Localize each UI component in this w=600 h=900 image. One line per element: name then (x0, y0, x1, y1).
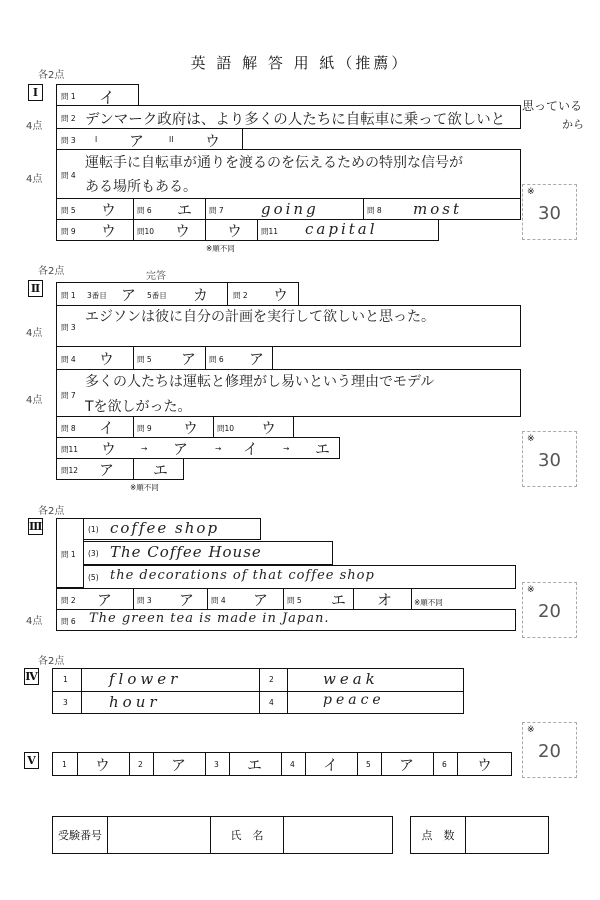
answer-text: ウ (205, 132, 221, 150)
answer-text: Tを欲しがった。 (85, 399, 192, 415)
answer-text: ウ (95, 756, 111, 774)
sub-label: II (169, 135, 174, 144)
item-number: 2 (269, 675, 274, 684)
answer-text: エ (315, 440, 331, 458)
answer-text: The Coffee House (110, 543, 262, 561)
item-number: 4 (290, 760, 295, 769)
exam-number-label: 受験番号 (53, 817, 108, 854)
sub-label: (3) (88, 549, 99, 558)
answer-overflow-text: から (562, 118, 584, 131)
section-number: Ⅴ (24, 752, 39, 769)
answer-text: 運転手に自転車が通りを渡るのを伝えるための特別な信号が (85, 155, 463, 171)
answer-cell-q11 (56, 437, 340, 459)
answer-text: イ (323, 756, 339, 774)
answer-cell-q12 (56, 458, 184, 480)
score-mark: ※ (527, 187, 535, 197)
answer-text: ある場所もある。 (85, 179, 197, 195)
item-number: 6 (442, 760, 447, 769)
score-box (522, 582, 577, 638)
question-label: 問 6 (209, 355, 224, 364)
answer-text: hour (109, 693, 161, 711)
item-number: 3 (214, 760, 219, 769)
answer-text: weak (323, 670, 379, 688)
points-note: 各2点 (38, 266, 65, 277)
arrow-icon: → (141, 444, 148, 453)
answer-text: ウ (101, 201, 117, 219)
question-label: 問10 (137, 227, 155, 236)
section-number: Ⅲ (29, 520, 43, 533)
answer-text: ウ (101, 440, 117, 458)
points-note: 各2点 (38, 656, 65, 667)
question-label: 問 2 (61, 114, 76, 123)
sub-label: (1) (88, 525, 99, 534)
answer-text: ウ (183, 419, 199, 437)
answer-text: ウ (273, 286, 289, 304)
sub-label: 3番目 (87, 291, 107, 300)
answer-cell-q2 (56, 105, 521, 129)
score-value: 20 (538, 741, 561, 762)
arrow-icon: → (283, 444, 290, 453)
answer-text: ア (99, 461, 115, 479)
answer-text: エ (153, 461, 169, 479)
score-box (522, 722, 577, 778)
question-label: 問 5 (137, 355, 152, 364)
answer-text: ア (171, 756, 187, 774)
sub-label: I (95, 135, 98, 144)
question-label: 問 5 (287, 596, 302, 605)
question-label: 問 1 (61, 291, 76, 300)
question-label: 問 4 (211, 596, 226, 605)
answer-text: イ (99, 419, 115, 437)
question-label: 問 7 (209, 206, 224, 215)
answer-text: ア (253, 591, 269, 609)
points-note: 4点 (26, 395, 43, 406)
question-label: 問 1 (61, 92, 76, 101)
sub-label: 5番目 (147, 291, 167, 300)
question-label: 問 6 (137, 206, 152, 215)
score-mark: ※ (527, 434, 535, 444)
answer-text: ア (399, 756, 415, 774)
answer-text: ア (173, 440, 189, 458)
order-note: ※順不同 (206, 244, 235, 253)
question-label-cell (56, 518, 84, 588)
question-label: 問 2 (233, 291, 248, 300)
score-mark: ※ (527, 725, 535, 735)
score-mark: ※ (527, 585, 535, 595)
question-label: 問 3 (61, 136, 76, 145)
question-label: 問 2 (61, 596, 76, 605)
question-label: 問 3 (61, 323, 76, 332)
score-value: 30 (538, 203, 561, 224)
answer-text: flower (109, 670, 182, 688)
question-label: 問 9 (61, 227, 76, 236)
answer-text: エ (177, 201, 193, 219)
question-label: 問10 (217, 424, 235, 433)
answer-text: ウ (99, 350, 115, 368)
answer-cell-q4 (56, 149, 521, 199)
answer-grid-s4 (52, 668, 464, 714)
question-label: 問 3 (137, 596, 152, 605)
answer-cell-q7 (56, 369, 521, 417)
answer-text: ア (129, 132, 145, 150)
page-title: 英 語 解 答 用 紙（推薦） (190, 54, 410, 72)
answer-cell-p3 (83, 541, 333, 565)
section-number: Ⅰ (28, 84, 43, 101)
order-note: ※順不同 (130, 483, 159, 492)
question-label: 問11 (61, 445, 79, 454)
answer-text: ウ (175, 222, 191, 240)
score-value: 20 (538, 601, 561, 622)
answer-row-s5 (52, 752, 512, 776)
name-field[interactable] (284, 817, 393, 854)
question-label: 問 6 (61, 617, 76, 626)
answer-text: most (413, 200, 462, 218)
score-label: 点 数 (411, 817, 466, 854)
answer-overflow-text: 思っている (522, 99, 583, 113)
points-note: 4点 (26, 616, 43, 627)
question-label: 問12 (61, 466, 79, 475)
answer-cell-q6 (56, 609, 516, 631)
item-number: 1 (62, 760, 67, 769)
score-field[interactable] (466, 817, 549, 854)
answer-text: The green tea is made in Japan. (89, 611, 330, 626)
answer-text: ア (121, 286, 137, 304)
item-number: 4 (269, 698, 274, 707)
question-label: 問 8 (367, 206, 382, 215)
answer-cell-q3 (56, 128, 243, 150)
question-label: 問 5 (61, 206, 76, 215)
item-number: 2 (138, 760, 143, 769)
candidate-info-table (52, 816, 393, 854)
item-number: 1 (63, 675, 68, 684)
arrow-icon: → (215, 444, 222, 453)
question-label: 問11 (261, 227, 279, 236)
answer-text: ア (179, 591, 195, 609)
points-note: 4点 (26, 121, 43, 132)
answer-text: peace (323, 692, 385, 708)
answer-row-q8-q10 (56, 416, 294, 438)
question-label: 問 8 (61, 424, 76, 433)
section-number: Ⅱ (28, 280, 43, 297)
points-note: 4点 (26, 174, 43, 185)
answer-text: capital (305, 220, 378, 238)
question-label: 問 4 (61, 171, 76, 180)
answer-text: ウ (477, 756, 493, 774)
score-box (522, 184, 577, 240)
answer-row-q9-q11 (56, 219, 439, 241)
answer-cell-p5 (83, 565, 516, 589)
points-note: 各2点 (38, 70, 65, 81)
answer-text: ア (97, 591, 113, 609)
question-label: 問 7 (61, 391, 76, 400)
answer-text: coffee shop (110, 519, 220, 537)
points-note: 4点 (26, 328, 43, 339)
answer-text: ア (249, 350, 265, 368)
answer-cell-q1 (56, 84, 139, 106)
exam-number-field[interactable] (108, 817, 211, 854)
answer-text: エ (331, 591, 347, 609)
answer-cell-q3 (56, 305, 521, 347)
answer-text: エジソンは彼に自分の計画を実行して欲しいと思った。 (85, 309, 435, 325)
name-label: 氏 名 (211, 817, 284, 854)
points-note: 完答 (146, 271, 166, 282)
answer-cell-q1-q2 (56, 282, 299, 306)
answer-text: イ (243, 440, 259, 458)
answer-text: the decorations of that coffee shop (110, 568, 375, 583)
answer-text: ウ (101, 222, 117, 240)
order-note: ※順不同 (414, 598, 443, 607)
answer-text: オ (377, 591, 393, 609)
answer-row-q4-q6 (56, 346, 273, 370)
answer-text: ウ (261, 419, 277, 437)
answer-text: ア (181, 350, 197, 368)
points-note: 各2点 (38, 506, 65, 517)
answer-cell-p1 (83, 518, 261, 540)
item-number: 3 (63, 698, 68, 707)
item-number: 5 (366, 760, 371, 769)
question-label: 問 1 (61, 550, 76, 559)
section-number: Ⅳ (25, 670, 38, 683)
answer-row-q2-q5 (56, 588, 412, 610)
answer-text: カ (193, 286, 209, 304)
sub-label: (5) (88, 573, 99, 582)
score-info-table (410, 816, 549, 854)
answer-text: ウ (227, 222, 243, 240)
answer-text: 多くの人たちは運転と修理がし易いという理由でモデル (85, 374, 435, 390)
answer-row-q5-q8 (56, 198, 521, 220)
score-value: 30 (538, 450, 561, 471)
answer-text: デンマーク政府は、より多くの人たちに自転車に乗って欲しいと (85, 112, 506, 128)
answer-text: going (261, 200, 319, 218)
question-label: 問 4 (61, 355, 76, 364)
score-box (522, 431, 577, 487)
answer-text: イ (99, 88, 116, 107)
answer-text: エ (247, 756, 263, 774)
question-label: 問 9 (137, 424, 152, 433)
